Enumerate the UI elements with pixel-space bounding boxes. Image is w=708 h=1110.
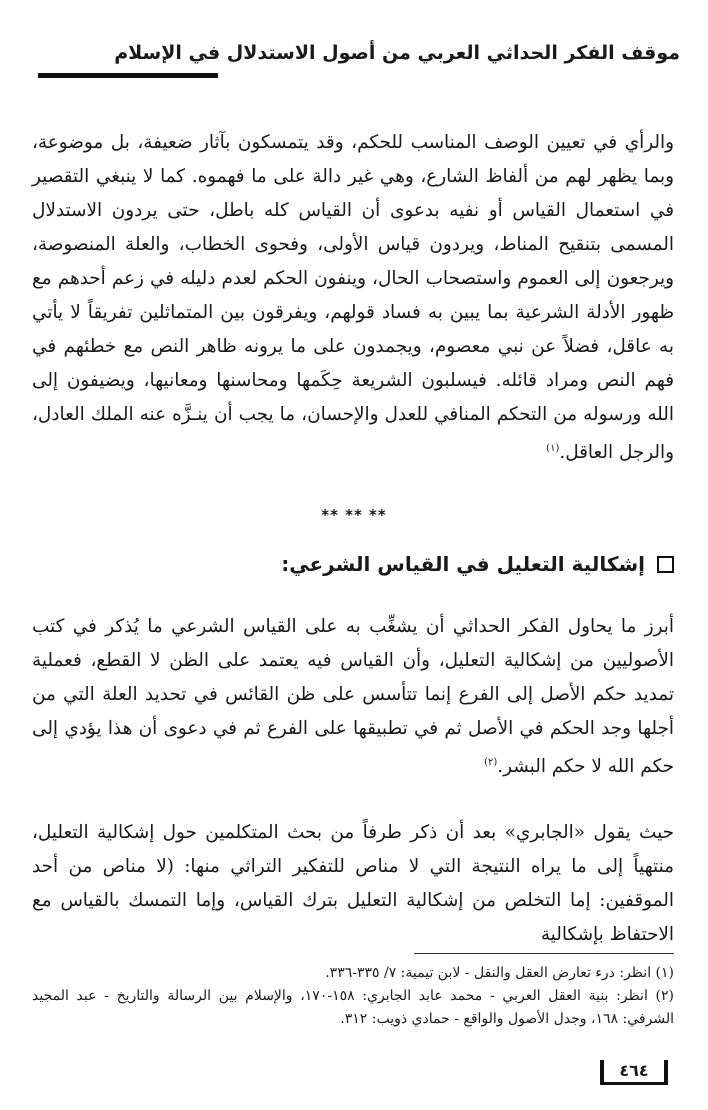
paragraph-2-text: أبرز ما يحاول الفكر الحداثي أن يشغِّب به على القياس الشرعي ما يُذكر في كتب الأصوليين من إشكالية التعليل، وأن القياس فيه يعتمد على الظن لا القطع، فعملية تمديد حكم الأصل إلى الفرع إنما تتأسس على ظن القائس في تحديد العلة التي من أجلها وجد الحكم في الأصل ثم في تطبيقها على الفرع ثم في دعوى أن هذا يؤدي إلى حكم الله لا حكم البشر.: [32, 616, 674, 778]
section-separator: ** ** **: [321, 506, 387, 524]
running-header-title: موقف الفكر الحداثي العربي من أصول الاستدلال في الإسلام: [114, 42, 680, 64]
footnotes: [32, 962, 674, 1031]
section-heading: [281, 552, 674, 576]
paragraph-3: حيث يقول «الجابري» بعد أن ذكر طرفاً من بحث المتكلمين حول إشكالية التعليل، منتهياً إلى ما يراه النتيجة التي لا مناص للتفكير التراثي منها: (لا مناص من أحد الموقفين: إما التخلص من إشكالية التعليل بترك القياس، وإما التمسك بالقياس مع الاحتفاظ بإشكالية: [32, 822, 674, 945]
paragraph-1-text: والرأي في تعيين الوصف المناسب للحكم، وقد يتمسكون بآثار ضعيفة، بل موضوعة، وبما يظهر لهم من ألفاظ الشارع، وهي غير دالة على ما فهموه. كما لا ينبغي التقصير في استعمال القياس أو نفيه بدعوى أن القياس كله باطل، حتى يردون الاستدلال المسمى بتنقيح المناط، ويردون قياس الأولى، وفحوى الخطاب، والعلة المنصوصة، ويرجعون إلى العموم واستصحاب الحال، وينفون الحكم لعدم دليله في زعم أحدهم مع ظهور الأدلة الشرعية بما يبين به فساد قولهم، ويفرقون بين المتماثلين تفريقاً لا يأتي به عاقل، فضلاً عن نبي معصوم، ويجمدون على ما يرونه ظاهر النص مع خطئهم في فهم النص ومراد قائله. فيسلبون الشريعة حِكَمها ومحاسنها ومعانيها، ويضيفون إلى الله ورسوله من التحكم المنافي للعدل والإحسان، ما يجب أن ينـزَّه عنه الملك العادل، والرجل العاقل.: [32, 132, 674, 464]
paragraph-1: [32, 126, 674, 470]
footnote-2: (٢) انظر: بنية العقل العربي - محمد عابد الجابري: ١٥٨-١٧٠، والإسلام بين الرسالة والتاريخ - عبد المجيد الشرفي: ١٦٨، وجدل الأصول والواقع - حمادي ذويب: ٣١٢.: [32, 988, 674, 1027]
footnote-ref-1: (١): [546, 443, 560, 454]
paragraph-2: [32, 610, 674, 784]
section-heading-text: إشكالية التعليل في القياس الشرعي:: [281, 552, 645, 576]
footnote-rule: [414, 953, 674, 954]
footnote-1: (١) انظر: درء تعارض العقل والنقل - لابن تيمية: ٧/ ٣٣٥-٣٣٦.: [325, 965, 674, 981]
header-rule: [38, 73, 218, 78]
footnote-ref-2: (٢): [484, 757, 498, 768]
body-text: [32, 126, 674, 470]
checkbox-square-icon: [657, 556, 674, 573]
running-header: [30, 40, 680, 80]
page-number: ٤٦٤: [600, 1060, 668, 1085]
